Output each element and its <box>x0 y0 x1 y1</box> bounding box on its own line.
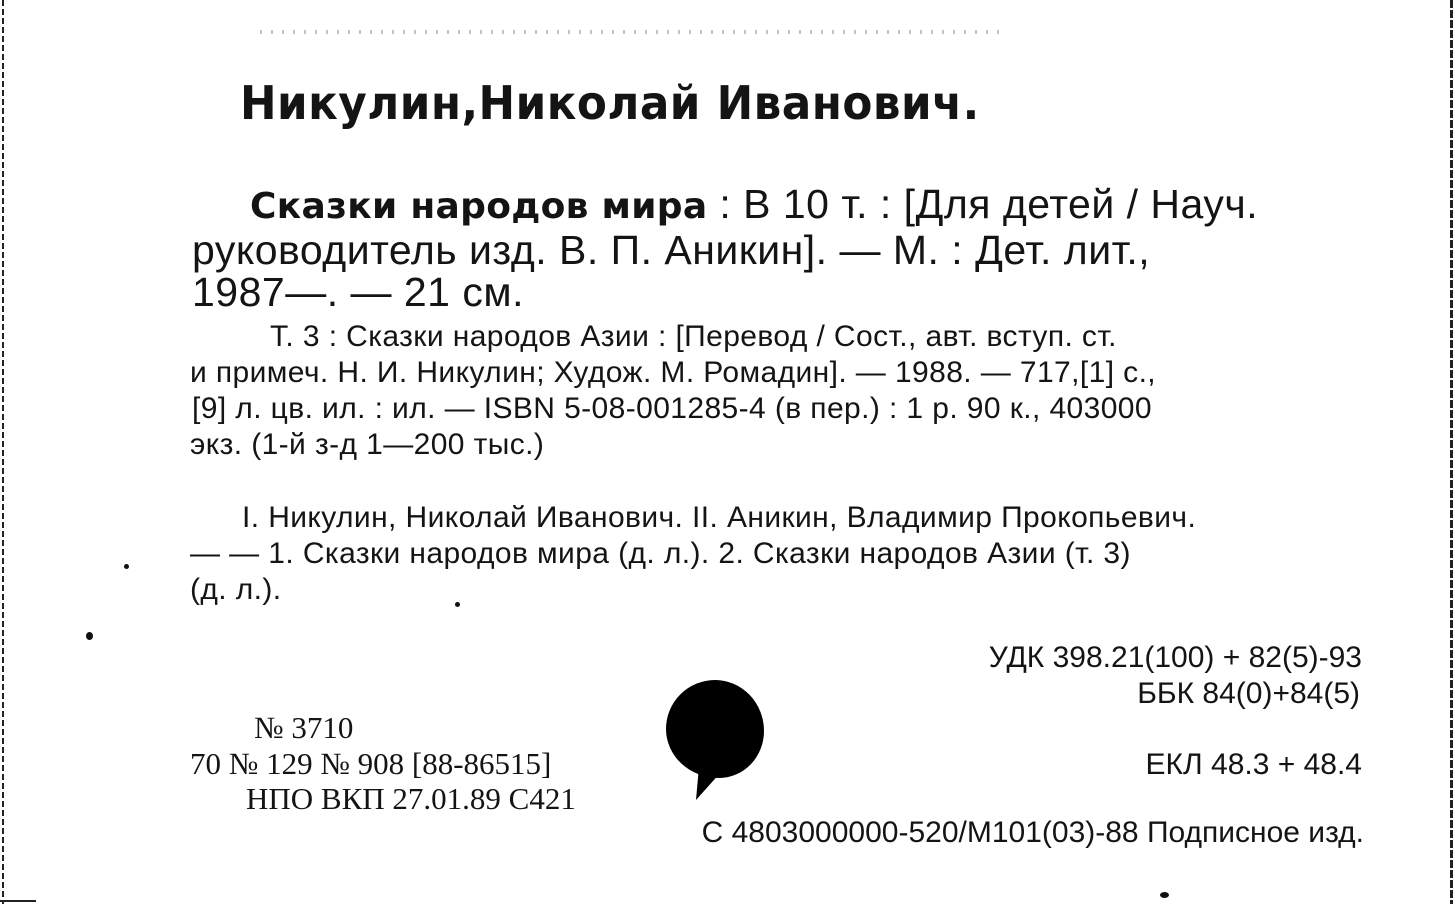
ink-speck <box>86 632 93 640</box>
card-left-edge <box>2 0 4 904</box>
order-numbers: 70 № 129 № 908 [88-86515] <box>190 746 552 781</box>
title-bold: Сказки народов мира <box>250 186 708 227</box>
printer-line: НПО ВКП 27.01.89 С421 <box>246 781 576 816</box>
card-bottom-edge <box>0 900 36 902</box>
ink-speck <box>1160 892 1169 898</box>
udk-code: УДК 398.21(100) + 82(5)-93 <box>988 641 1362 674</box>
tracing-line-2: — — 1. Сказки народов мира (д. л.). 2. Сказки народов Азии (т. 3) <box>190 537 1131 570</box>
ekl-code: ЕКЛ 48.3 + 48.4 <box>1145 748 1362 781</box>
volume-line-2: и примеч. Н. И. Никулин; Худож. М. Ромадин]. — 1988. — 717,[1] с., <box>190 356 1157 389</box>
volume-line-4: экз. (1-й з-д 1—200 тыс.) <box>190 428 545 461</box>
title-line-2: руководитель изд. В. П. Аникин]. — М. : Дет. лит., <box>192 227 1151 273</box>
title-line-1 <box>250 181 1259 227</box>
bbk-code: ББК 84(0)+84(5) <box>1137 677 1360 710</box>
title-line-3: 1987—. — 21 см. <box>192 269 524 315</box>
tracing-line-3: (д. л.). <box>190 573 282 606</box>
ink-speck <box>455 602 460 607</box>
record-number: № 3710 <box>254 710 354 745</box>
volume-line-1: Т. 3 : Сказки народов Азии : [Перевод / Сост., авт. вступ. ст. <box>270 320 1117 353</box>
volume-line-3: [9] л. цв. ил. : ил. — ISBN 5-08-001285-4 (в пер.) : 1 р. 90 к., 403000 <box>192 392 1152 425</box>
tracing-line-1: I. Никулин, Николай Иванович. II. Аникин, Владимир Прокопьевич. <box>242 501 1197 534</box>
card-right-edge <box>1450 0 1453 904</box>
top-faint-print-line <box>260 30 1000 34</box>
title-rest: : В 10 т. : [Для детей / Науч. <box>707 181 1259 227</box>
author-heading: Никулин,Николай Иванович. <box>240 76 980 130</box>
subscription-line: С 4803000000-520/М101(03)-88 Подписное изд. <box>701 816 1364 849</box>
ink-speck <box>124 564 129 569</box>
